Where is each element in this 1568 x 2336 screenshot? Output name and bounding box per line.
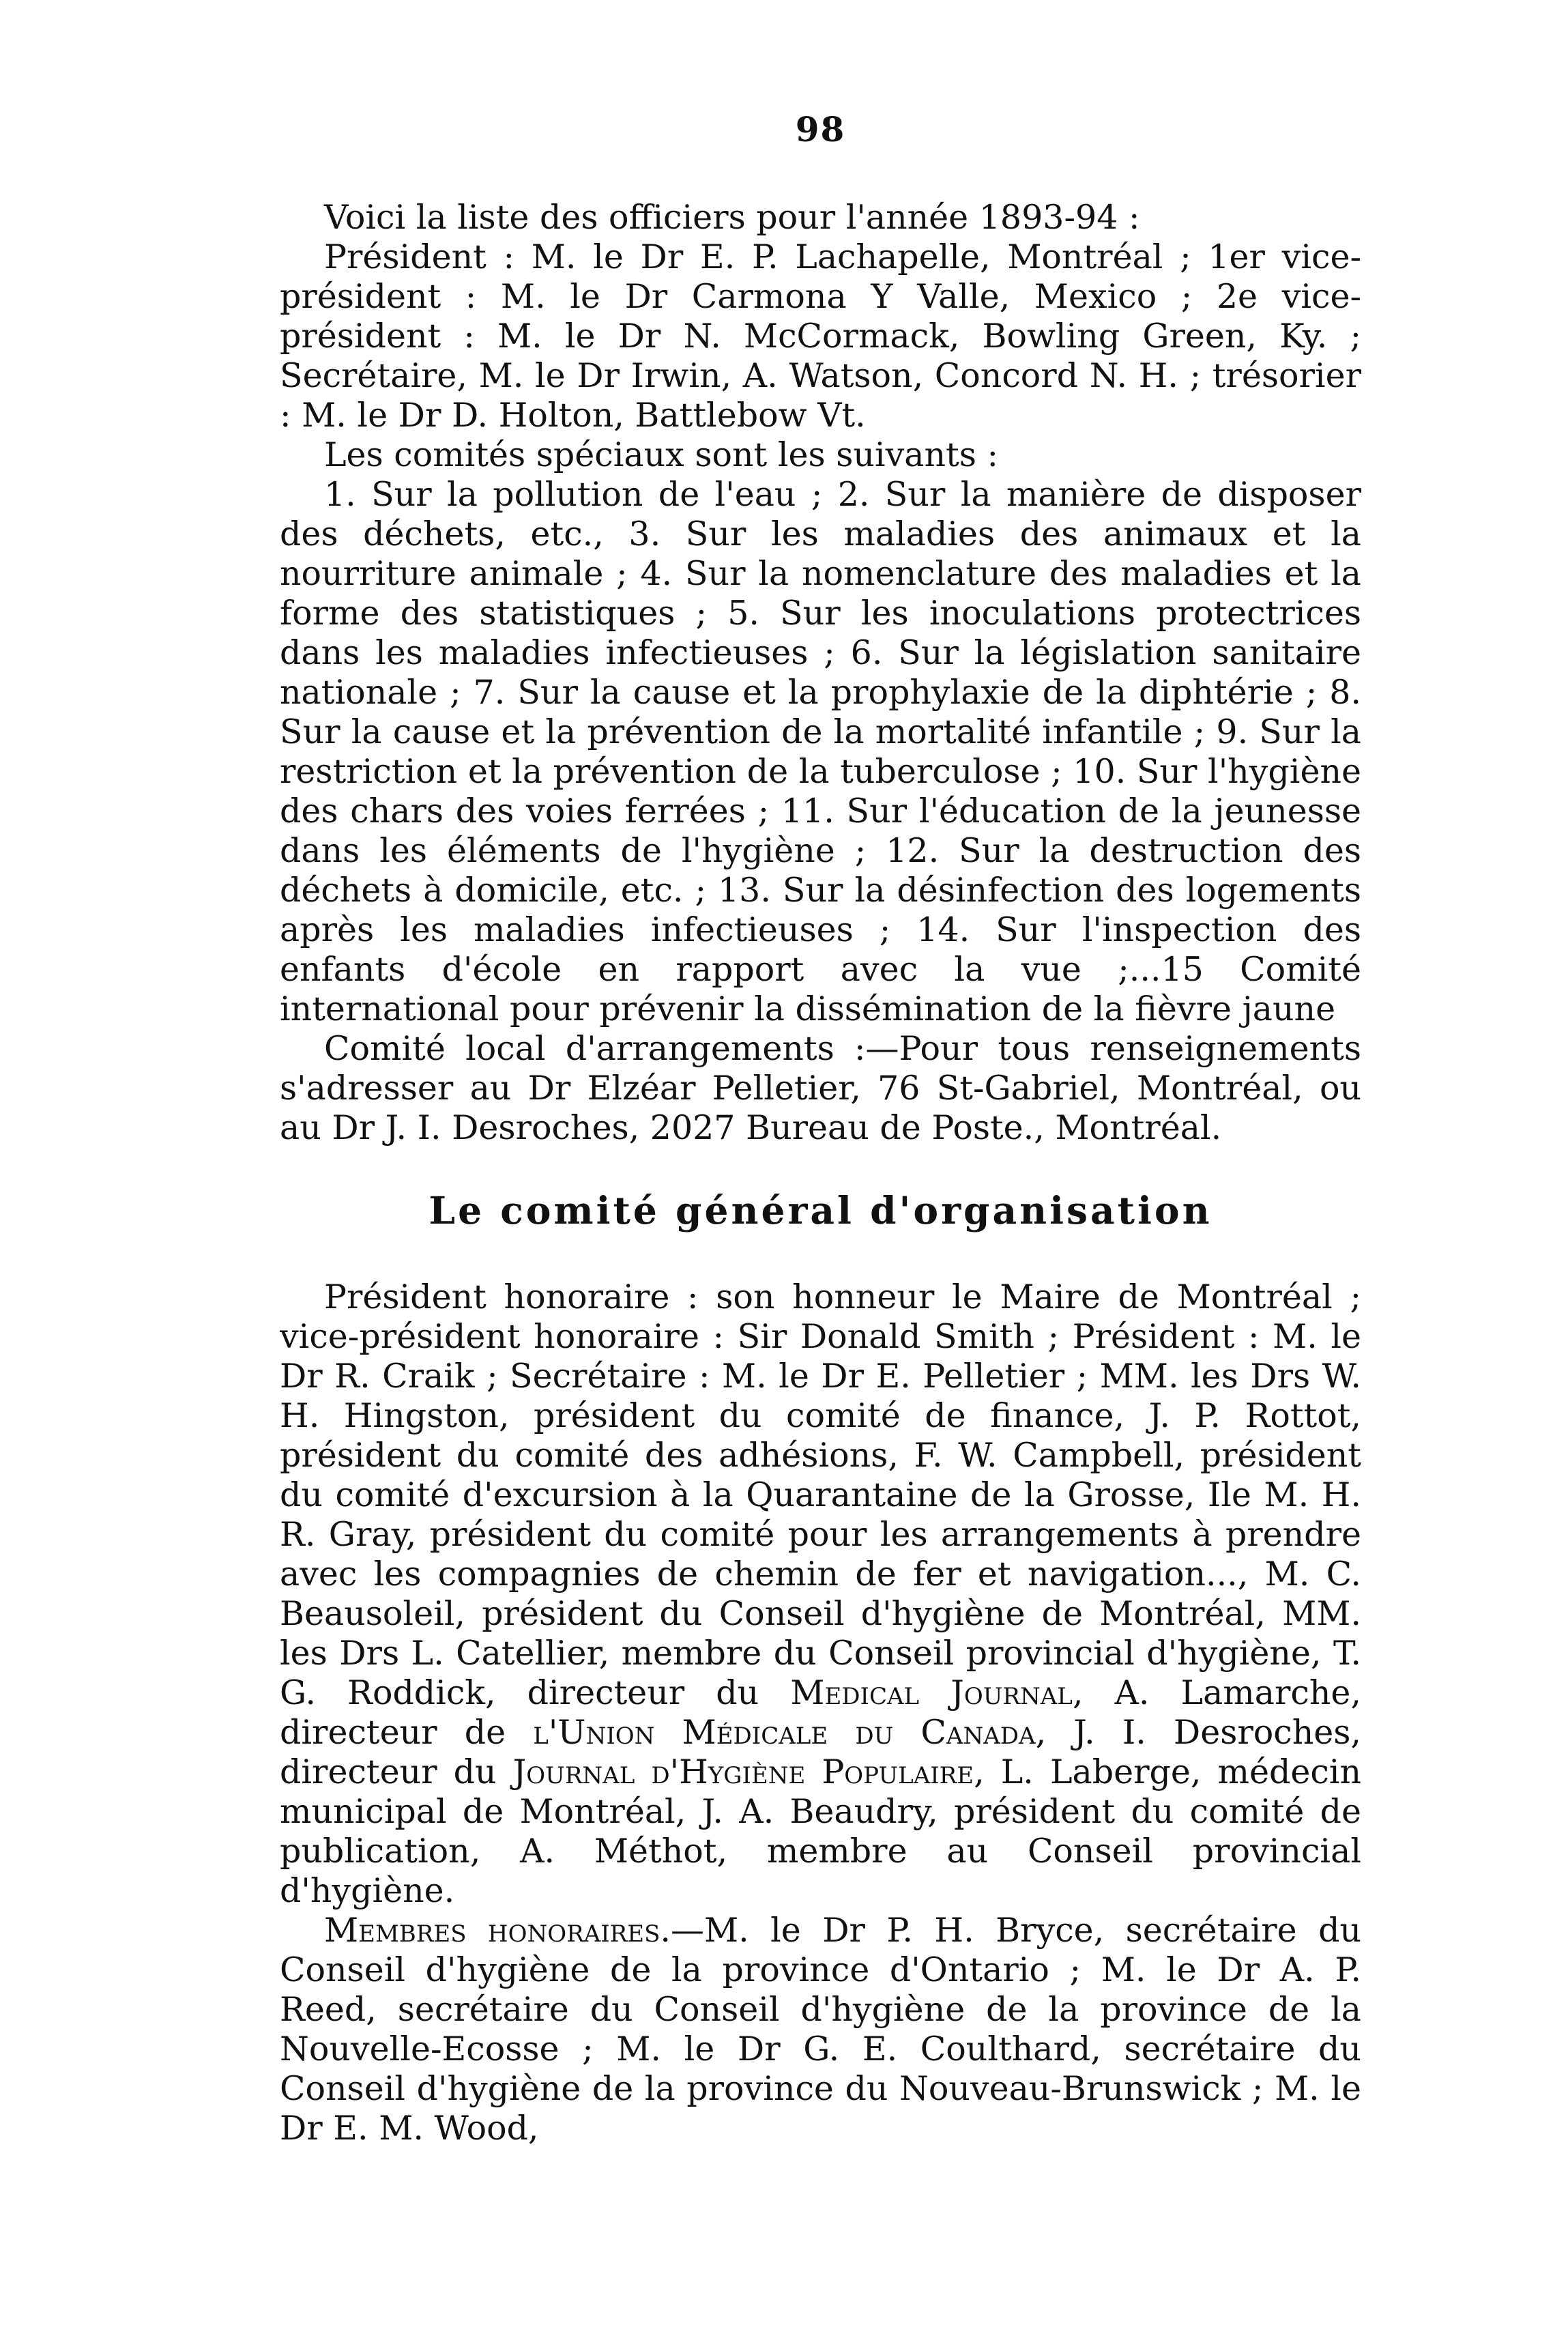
honorary-members-paragraph	[280, 1911, 1361, 2148]
general-committee-text-b: , J. I. Desroches, directeur du	[280, 1713, 1361, 1791]
journal-title-medical: Medical Journal	[790, 1673, 1073, 1712]
committees-intro: Les comités spéciaux sont les suivants :	[324, 435, 998, 474]
committees-list: 1. Sur la pollution de l'eau ; 2. Sur la manière de disposer des déchets, etc., 3. Sur les maladies des animaux et la nourriture animale ; 4. Sur la nomenclature des maladies et la forme des statistiques ; 5. Sur les inoculations protectrices dans les maladies infectieuses ; 6. Sur la législation sanitaire nationale ; 7. Sur la cause et la prophylaxie de la diphtérie ; 8. Sur la cause et la prévention de la mortalité infantile ; 9. Sur la restriction et la prévention de la tuberculose ; 10. Sur l'hygiène des chars des voies ferrées ; 11. Sur l'éducation de la jeunesse dans les éléments de l'hygiène ; 12. Sur la destruction des déchets à domicile, etc. ; 13. Sur la désinfection des logements après les maladies infectieuses ; 14. Sur l'inspection des enfants d'école en rapport avec la vue ;...15 Comité international pour prévenir la dissémination de la fièvre jaune	[280, 475, 1361, 1028]
general-committee-text-c: , L. Laberge, médecin municipal de Montréal, J. A. Beaudry, président du comité de publication, A. Méthot, membre au Conseil provincial d'hygiène.	[280, 1753, 1362, 1910]
journal-title-union: l'Union Médicale du Canada	[533, 1713, 1036, 1752]
honorary-members-text: .—M. le Dr P. H. Bryce, secrétaire du Conseil d'hygiène de la province d'Ontario ; M. le Dr A. P. Reed, secrétaire du Conseil d'hygiène de la province de la Nouvelle-Ecosse ; M. le Dr G. E. Coulthard, secrétaire du Conseil d'hygiène de la province du Nouveau-Brunswick ; M. le Dr E. M. Wood,	[280, 1911, 1361, 2148]
local-committee-paragraph: Comité local d'arrangements :—Pour tous renseignements s'adresser au Dr Elzéar Pelletier, 76 St-Gabriel, Montréal, ou au Dr J. I. Desroches, 2027 Bureau de Poste., Montréal.	[280, 1029, 1361, 1147]
general-committee-paragraph	[280, 1278, 1361, 1911]
journal-title-hygiene: Journal d'Hygiène Populaire	[512, 1753, 974, 1791]
officers-list: Président : M. le Dr E. P. Lachapelle, Montréal ; 1er vice-président : M. le Dr Carmona Y Valle, Mexico ; 2e vice-président : M. le Dr N. McCormack, Bowling Green, Ky. ; Secrétaire, M. le Dr Irwin, A. Watson, Concord N. H. ; trésorier : M. le Dr D. Holton, Battlebow Vt.	[280, 237, 1361, 435]
page-number: 98	[795, 109, 846, 149]
honorary-members-label: Membres honoraires	[324, 1911, 660, 1950]
general-committee-text: Président honoraire : son honneur le Maire de Montréal ; vice-président honoraire : Sir Donald Smith ; Président : M. le Dr R. Craik ; Secrétaire : M. le Dr E. Pelletier ; MM. les Drs W. H. Hingston, président du comité de finance, J. P. Rottot, président du comité des adhésions, F. W. Campbell, président du comité d'excursion à la Quarantaine de la Grosse, Ile M. H. R. Gray, président du comité pour les arrangements à prendre avec les compagnies de chemin de fer et navigation..., M. C. Beausoleil, président du Conseil d'hygiène de Montréal, MM. les Drs L. Catellier, membre du Conseil provincial d'hygiène, T. G. Roddick, directeur du	[280, 1278, 1361, 1712]
document-page	[280, 109, 1361, 2148]
section-heading: Le comité général d'organisation	[429, 1188, 1213, 1232]
general-committee-text-a: , A. Lamarche, directeur de	[280, 1673, 1361, 1752]
officers-intro: Voici la liste des officiers pour l'année 1893-94 :	[324, 198, 1140, 237]
